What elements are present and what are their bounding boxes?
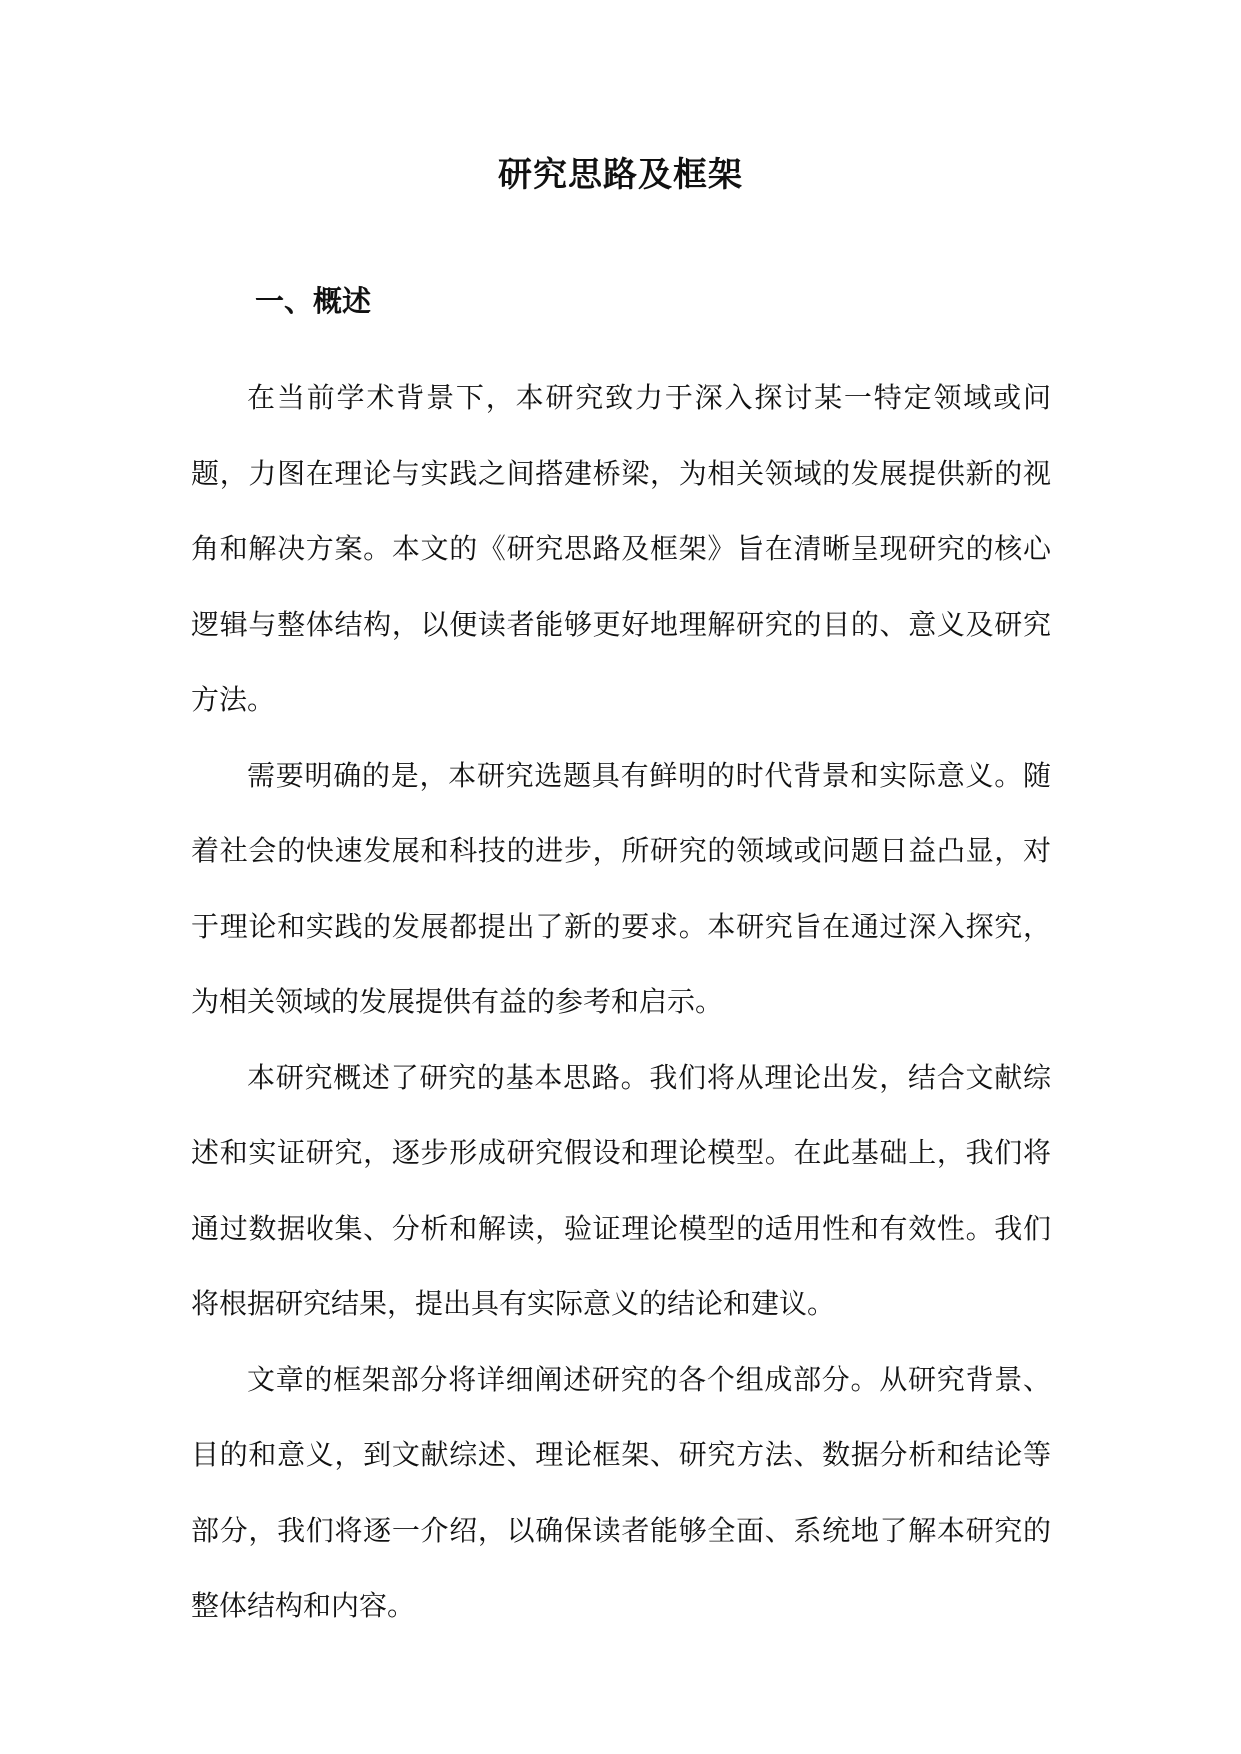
document-title: 研究思路及框架 <box>498 155 743 195</box>
paragraph: 需要明确的是，本研究选题具有鲜明的时代背景和实际意义。随着社会的快速发展和科技的进步，所研究的领域或问题日益凸显，对于理论和实践的发展都提出了新的要求。本研究旨在通过深入探究，为相关领域的发展提供有益的参考和启示。 <box>191 758 1051 1018</box>
section-heading: 一、概述 <box>255 284 372 318</box>
paragraph: 本研究概述了研究的基本思路。我们将从理论出发，结合文献综述和实证研究，逐步形成研究假设和理论模型。在此基础上，我们将通过数据收集、分析和解读，验证理论模型的适用性和有效性。我们将根据研究结果，提出具有实际意义的结论和建议。 <box>191 1060 1051 1320</box>
body-text <box>191 360 1051 1644</box>
paragraph: 在当前学术背景下，本研究致力于深入探讨某一特定领域或问题，力图在理论与实践之间搭建桥梁，为相关领域的发展提供新的视角和解决方案。本文的《研究思路及框架》旨在清晰呈现研究的核心逻辑与整体结构，以便读者能够更好地理解研究的目的、意义及研究方法。 <box>191 381 1051 716</box>
paragraph: 文章的框架部分将详细阐述研究的各个组成部分。从研究背景、目的和意义，到文献综述、理论框架、研究方法、数据分析和结论等部分，我们将逐一介绍，以确保读者能够全面、系统地了解本研究的整体结构和内容。 <box>191 1362 1051 1622</box>
